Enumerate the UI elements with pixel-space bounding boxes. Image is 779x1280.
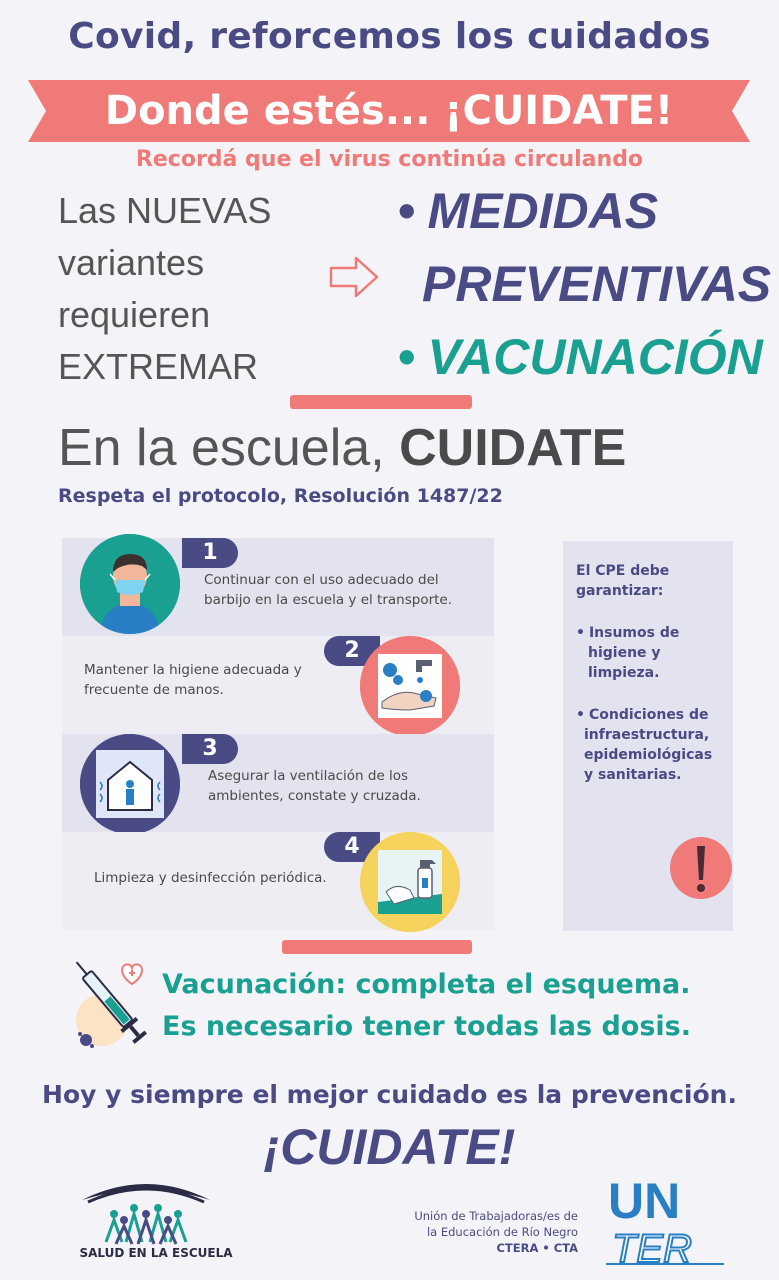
banner-text: Donde estés... ¡CUIDATE! bbox=[104, 88, 674, 134]
step-row-3 bbox=[62, 734, 494, 832]
step-text-3 bbox=[208, 766, 421, 806]
union-line: la Educación de Río Negro bbox=[426, 1225, 578, 1239]
mask-person-icon bbox=[80, 534, 180, 634]
school-title bbox=[58, 418, 626, 478]
union-line: Unión de Trabajadoras/es de bbox=[414, 1209, 578, 1223]
cuidate-banner bbox=[28, 80, 750, 142]
unter-logo-bottom: TER bbox=[612, 1227, 692, 1270]
step-number-2: 2 bbox=[324, 636, 380, 666]
school-title-plain: En la escuela, bbox=[58, 419, 385, 477]
cpe-item-line: epidemiológicas bbox=[584, 747, 713, 763]
protocol-text: Respeta el protocolo, Resolución 1487/22 bbox=[58, 485, 503, 507]
syringe-icon bbox=[68, 948, 152, 1060]
cpe-title-line: garantizar: bbox=[576, 583, 664, 599]
step-number-4: 4 bbox=[324, 832, 380, 862]
measure-vacunacion bbox=[398, 328, 763, 386]
variants-line: EXTREMAR bbox=[58, 346, 259, 387]
handwashing-icon bbox=[360, 636, 460, 736]
step-text-line: Asegurar la ventilación de los bbox=[208, 768, 409, 784]
cpe-title bbox=[576, 561, 669, 601]
step-text-1 bbox=[204, 570, 452, 610]
cpe-item-conditions bbox=[576, 705, 712, 785]
measure-label: VACUNACIÓN bbox=[427, 329, 763, 385]
cleaning-spray-icon bbox=[360, 832, 460, 932]
bullet: • bbox=[576, 707, 585, 723]
step-row-4 bbox=[62, 832, 494, 930]
step-text-line: Limpieza y desinfección periódica. bbox=[94, 870, 327, 886]
union-line: CTERA • CTA bbox=[496, 1241, 578, 1255]
vaccination-text bbox=[162, 964, 691, 1048]
step-text-line: frecuente de manos. bbox=[84, 682, 224, 698]
school-title-bold: CUIDATE bbox=[399, 419, 627, 477]
divider bbox=[290, 395, 472, 409]
step-text-line: Continuar con el uso adecuado del bbox=[204, 572, 439, 588]
variants-line: requieren bbox=[58, 294, 211, 335]
union-text bbox=[360, 1208, 578, 1256]
variants-text bbox=[58, 185, 338, 393]
ventilation-house-icon bbox=[80, 734, 180, 834]
measure-medidas bbox=[398, 182, 658, 240]
bullet: • bbox=[398, 329, 416, 385]
step-text-4 bbox=[94, 868, 327, 888]
step-row-2 bbox=[62, 636, 494, 734]
step-number-3: 3 bbox=[182, 734, 238, 764]
step-text-line: ambientes, constate y cruzada. bbox=[208, 788, 421, 804]
prevention-text: Hoy y siempre el mejor cuidado es la prevención. bbox=[42, 1080, 737, 1109]
cpe-item-line: higiene y bbox=[588, 645, 661, 661]
cpe-box bbox=[563, 541, 733, 931]
main-title: Covid, reforcemos los cuidados bbox=[68, 16, 711, 57]
salud-label: SALUD EN LA ESCUELA bbox=[79, 1246, 233, 1260]
step-number-1: 1 bbox=[182, 538, 238, 568]
salud-en-la-escuela-logo bbox=[76, 1172, 216, 1252]
unter-logo-top: UN bbox=[608, 1173, 681, 1229]
variants-line: Las NUEVAS bbox=[58, 190, 272, 231]
step-text-line: barbijo en la escuela y el transporte. bbox=[204, 592, 453, 608]
exclamation-icon bbox=[669, 836, 733, 904]
cpe-item-line: Insumos de bbox=[588, 625, 680, 641]
vaccination-line: Vacunación: completa el esquema. bbox=[162, 969, 691, 1000]
measure-label: MEDIDAS bbox=[427, 183, 659, 239]
cpe-item-line: Condiciones de bbox=[588, 707, 709, 723]
cpe-item-line: limpieza. bbox=[588, 665, 660, 681]
cpe-item-line: infraestructura, bbox=[584, 727, 710, 743]
step-text-2 bbox=[84, 660, 302, 700]
virus-reminder: Recordá que el virus continúa circulando bbox=[135, 147, 644, 172]
cpe-title-line: El CPE debe bbox=[576, 563, 670, 579]
steps-panel bbox=[62, 538, 494, 931]
variants-line: variantes bbox=[58, 242, 205, 283]
vaccination-line: Es necesario tener todas las dosis. bbox=[162, 1011, 691, 1042]
unter-logo bbox=[598, 1170, 734, 1274]
cpe-item-supplies bbox=[576, 623, 679, 683]
divider bbox=[282, 940, 472, 954]
measure-preventivas: PREVENTIVAS bbox=[422, 256, 772, 312]
arrow-right-icon bbox=[328, 255, 380, 303]
bullet: • bbox=[576, 625, 585, 641]
bullet: • bbox=[398, 183, 416, 239]
cpe-item-line: y sanitarias. bbox=[584, 767, 682, 783]
step-row-1 bbox=[62, 538, 494, 636]
cuidate-slogan: ¡CUIDATE! bbox=[263, 1119, 516, 1175]
step-text-line: Mantener la higiene adecuada y bbox=[84, 662, 302, 678]
